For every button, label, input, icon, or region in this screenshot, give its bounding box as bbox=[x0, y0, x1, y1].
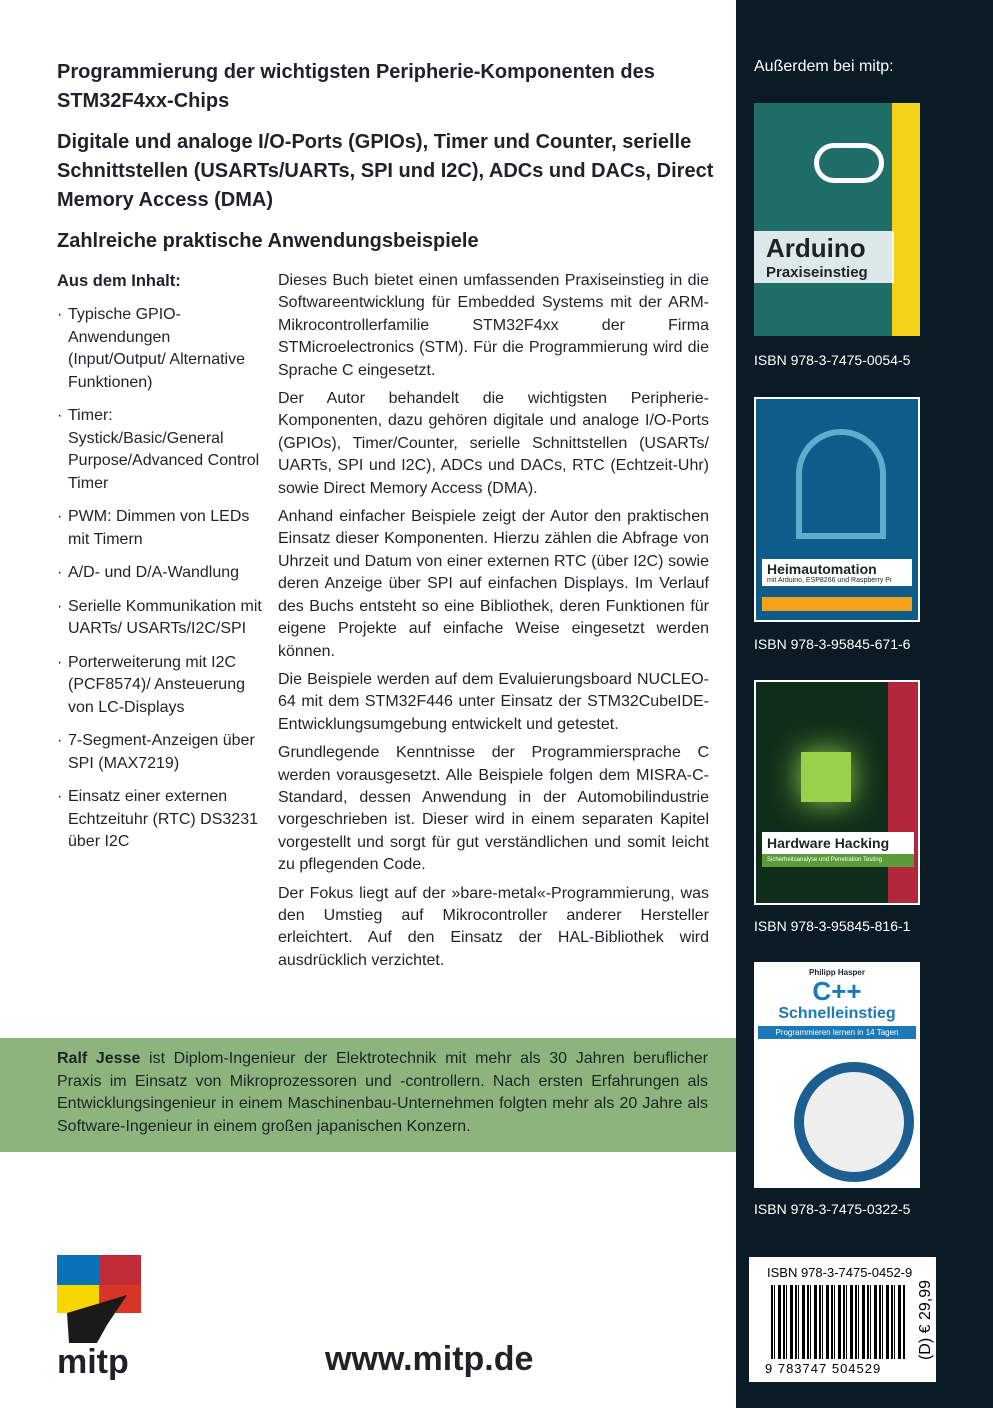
content-columns bbox=[57, 270, 717, 978]
barcode-isbn: ISBN 978-3-7475-0452-9 bbox=[767, 1265, 913, 1280]
sidebar-title: Außerdem bei mitp: bbox=[754, 58, 894, 75]
book-cover-arduino bbox=[754, 103, 920, 336]
list-item: · Typische GPIO-Anwendungen (Input/Output/ Alternative Funktionen) bbox=[57, 304, 267, 394]
paragraph: Die Beispiele werden auf dem Evaluierungsboard NUCLEO-64 mit dem STM32F446 unter Einsatz der STM32CubeIDE-Entwicklungsumgebung entwickelt und getestet. bbox=[278, 670, 709, 733]
stopwatch-icon bbox=[794, 1062, 914, 1182]
book-subtitle: Sicherheitsanalyse und Penetration Testing bbox=[762, 854, 914, 867]
book-title: Arduino bbox=[766, 233, 866, 263]
contents-title: Aus dem Inhalt: bbox=[57, 272, 181, 290]
book-subtitle: Schnelleinstieg bbox=[778, 1005, 896, 1022]
book-cover-hardware-hacking bbox=[754, 680, 920, 905]
list-item: · Serielle Kommunikation mit UARTs/ USARTs/I2C/SPI bbox=[57, 596, 267, 641]
book-author: Philipp Hasper bbox=[808, 968, 865, 977]
book-band: Programmieren lernen in 14 Tagen bbox=[758, 1026, 916, 1039]
book-subtitle: Praxiseinstieg bbox=[766, 264, 868, 281]
heading-3: Zahlreiche praktische Anwendungsbeispiele bbox=[57, 230, 479, 252]
barcode bbox=[771, 1285, 905, 1359]
barcode-digits: 9 783747 504529 bbox=[765, 1361, 882, 1376]
book-cover-heimautomation bbox=[754, 397, 920, 622]
book-title: C++ bbox=[812, 976, 862, 1006]
publisher-name: mitp bbox=[57, 1343, 129, 1381]
list-item: · Einsatz einer externen Echtzeituhr (RTC) DS3231 über I2C bbox=[57, 786, 267, 854]
list-item: · 7-Segment-Anzeigen über SPI (MAX7219) bbox=[57, 730, 267, 775]
paragraph: Dieses Buch bietet einen umfassenden Praxiseinstieg in die Softwareentwicklung für Embedded Systems mit der ARM-Mikrocontrollerfamilie STM32F4xx der Firma STMicroelectronics (STM). Für die Programmierung wird die Sprache C eingesetzt. bbox=[278, 272, 709, 379]
book-isbn: ISBN 978-3-7475-0322-5 bbox=[754, 1201, 911, 1217]
heading-2: Digitale und analoge I/O-Ports (GPIOs), Timer und Counter, serielle Schnittstellen (USARTs/UARTs, SPI und I2C), ADCs und DACs, Direct Memory Access (DMA) bbox=[57, 131, 714, 211]
book-isbn: ISBN 978-3-95845-816-1 bbox=[754, 918, 911, 934]
author-bio bbox=[0, 1038, 736, 1152]
list-item: · PWM: Dimmen von LEDs mit Timern bbox=[57, 506, 267, 551]
paragraph: Der Autor behandelt die wichtigsten Peripherie-Komponenten, dazu gehören digitale und analoge I/O-Ports (GPIOs), Timer/Counter, serielle Schnittstellen (USARTs/ UARTs, SPI und I2C), ADCs und DACs, RTC (Echtzeit-Uhr) sowie Direct Memory Access (DMA). bbox=[278, 390, 709, 497]
infinity-icon bbox=[814, 143, 884, 183]
paragraph: Grundlegende Kenntnisse der Programmiersprache C werden vorausgesetzt. Alle Beispiele folgen dem MISRA-C-Standard, dessen Anwendung in der Automobilindustrie vorgeschrieben ist. Dieser wird in einem separaten Kapitel vorgestellt und sorgt für gut verständlichen und somit leicht zu pflegenden Code. bbox=[278, 744, 709, 874]
paragraph: Anhand einfacher Beispiele zeigt der Autor den praktischen Einsatz dieser Komponenten. Hierzu zählen die Abfrage von Uhrzeit und Datum von einer externen RTC (über I2C) sowie deren Anzeige über SPI auf einfachen Displays. Im Verlauf des Buchs entsteht so eine Bibliothek, deren Funktionen für eigene Projekte auf einfache Weise eingesetzt werden können. bbox=[278, 508, 709, 660]
book-isbn: ISBN 978-3-95845-671-6 bbox=[754, 636, 911, 652]
book-title: Hardware Hacking bbox=[762, 832, 914, 854]
barcode-box bbox=[749, 1257, 936, 1382]
chip-icon bbox=[801, 752, 851, 802]
list-item: · Timer: Systick/Basic/General Purpose/Advanced Control Timer bbox=[57, 405, 267, 495]
book-isbn: ISBN 978-3-7475-0054-5 bbox=[754, 352, 911, 368]
website-url[interactable]: www.mitp.de bbox=[325, 1340, 534, 1378]
price: (D) € 29,99 bbox=[917, 1279, 934, 1361]
contents-list bbox=[57, 304, 267, 854]
author-text: ist Diplom-Ingenieur der Elektrotechnik mit mehr als 30 Jahren beruflicher Praxis im Einsatz von Mikroprozessoren und -controllern. Nach ersten Erfahrungen als Entwicklungsingenieur in einem Maschinenbau-Unternehmen folgten mehr als 20 Jahre als Software-Ingenieur in einem großen japanischen Konzern. bbox=[57, 1050, 708, 1135]
house-icon bbox=[796, 429, 886, 539]
description bbox=[278, 270, 709, 978]
paragraph: Der Fokus liegt auf der »bare-metal«-Programmierung, was den Umstieg auf Mikrocontroller anderer Hersteller erleichtert. Auf den Einsatz der HAL-Bibliothek wird ausdrücklich verzichtet. bbox=[278, 884, 709, 969]
book-title: Heimautomation bbox=[767, 561, 877, 577]
main-content bbox=[57, 58, 717, 978]
list-item: · A/D- und D/A-Wandlung bbox=[57, 562, 267, 585]
mitp-logo-icon bbox=[57, 1255, 143, 1345]
book-cover-cpp bbox=[754, 962, 920, 1188]
contents-column bbox=[57, 270, 267, 978]
mitp-logo bbox=[57, 1255, 143, 1385]
heading-1: Programmierung der wichtigsten Peripherie-Komponenten des STM32F4xx-Chips bbox=[57, 61, 655, 112]
author-name: Ralf Jesse bbox=[57, 1050, 141, 1067]
list-item: · Porterweiterung mit I2C (PCF8574)/ Ansteuerung von LC-Displays bbox=[57, 652, 267, 720]
book-subtitle: mit Arduino, ESP8266 und Raspberry Pi bbox=[767, 577, 892, 584]
